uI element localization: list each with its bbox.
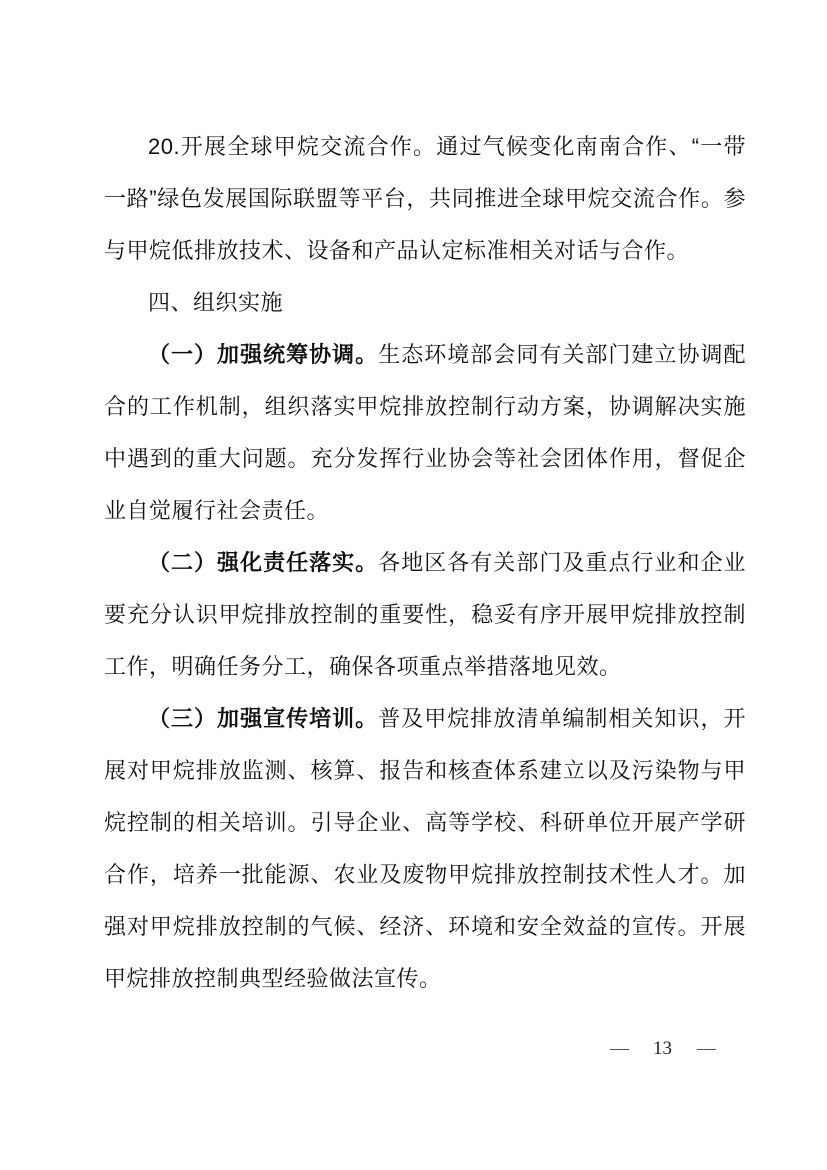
footer-left-dash: — — [610, 1038, 628, 1059]
subsection-3-text: 普及甲烷排放清单编制相关知识，开展对甲烷排放监测、核算、报告和核查体系建立以及污染物与甲烷控制的相关培训。引导企业、高等学校、科研单位开展产学研合作，培养一批能源、农业及废物甲烷排放控制技术性人才。加强对甲烷排放控制的气候、经济、环境和安全效益的宣传。开展甲烷排放控制典型经验做法宣传。 — [104, 706, 746, 991]
subsection-3-lead: （三）加强宣传培训。 — [148, 706, 379, 731]
paragraph-subsection-2-responsibility — [104, 537, 746, 693]
subsection-1-lead: （一）加强统筹协调。 — [148, 342, 379, 367]
paragraph-subsection-1-coordination — [104, 329, 746, 537]
page-footer — [610, 1038, 715, 1060]
footer-right-dash: — — [697, 1038, 715, 1059]
document-body — [104, 121, 746, 1005]
subsection-1-text: 生态环境部会同有关部门建立协调配合的工作机制，组织落实甲烷排放控制行动方案，协调解决实施中遇到的重大问题。充分发挥行业协会等社会团体作用，督促企业自觉履行社会责任。 — [104, 342, 746, 523]
paragraph-item-20-global-methane-cooperation: 20.开展全球甲烷交流合作。通过气候变化南南合作、“一带一路”绿色发展国际联盟等平台，共同推进全球甲烷交流合作。参与甲烷低排放技术、设备和产品认定标准相关对话与合作。 — [104, 134, 746, 263]
page-number: 13 — [653, 1038, 672, 1059]
section-heading-organization-implementation: 四、组织实施 — [148, 290, 284, 315]
subsection-2-text: 各地区各有关部门及重点行业和企业要充分认识甲烷排放控制的重要性，稳妥有序开展甲烷排放控制工作，明确任务分工，确保各项重点举措落地见效。 — [104, 550, 746, 679]
subsection-2-lead: （二）强化责任落实。 — [148, 550, 379, 575]
paragraph-subsection-3-publicity-training — [104, 693, 746, 1005]
